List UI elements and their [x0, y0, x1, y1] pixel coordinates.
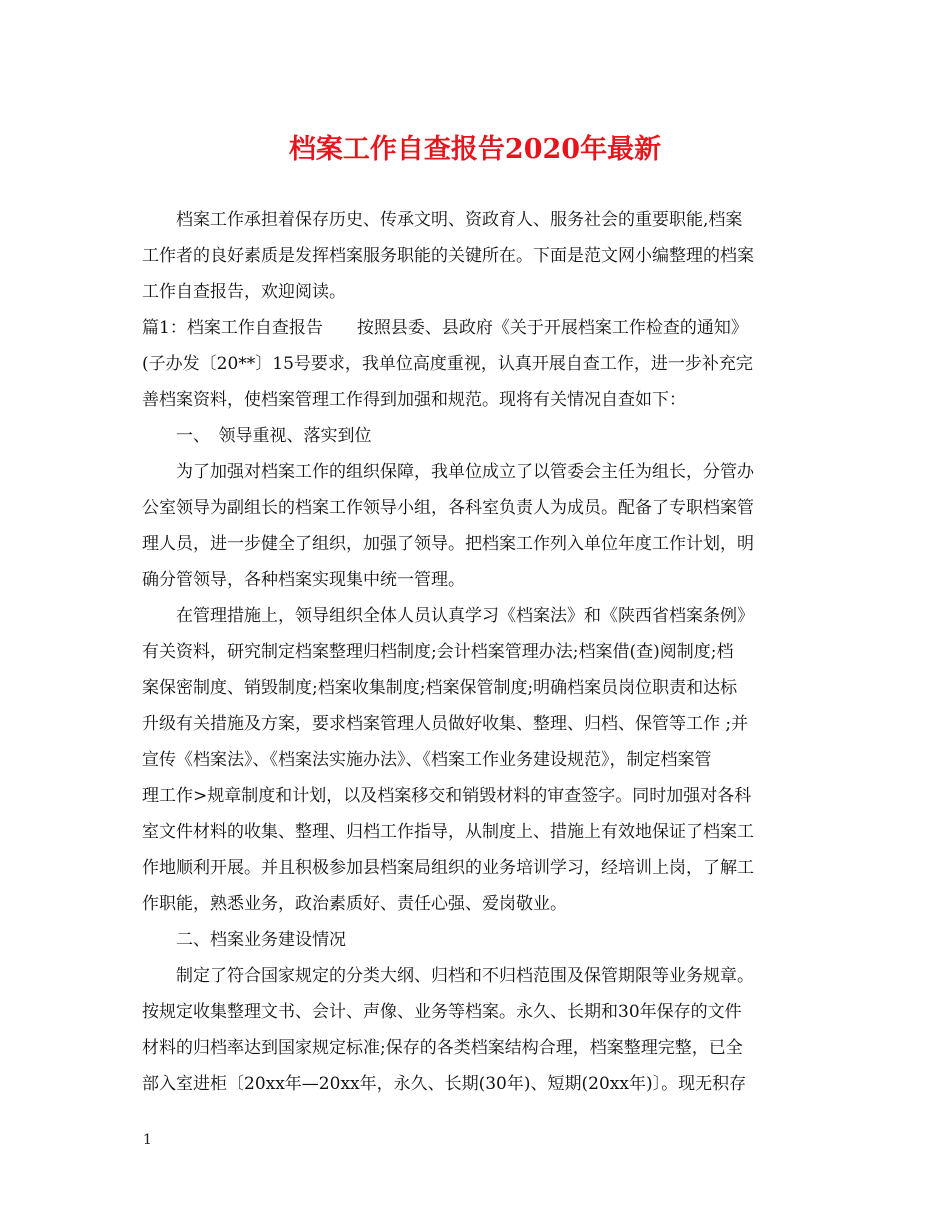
body-line: 升级有关措施及方案，要求档案管理人员做好收集、整理、归档、保管等工作 ;并 [142, 714, 749, 734]
body-line: 在管理措施上，领导组织全体人员认真学习《档案法》和《陕西省档案条例》 [142, 606, 754, 626]
body-line: 篇1：档案工作自查报告 按照县委、县政府《关于开展档案工作检查的通知》 [142, 318, 748, 338]
body-line: 档案工作承担着保存历史、传承文明、资政育人、服务社会的重要职能,档案 [142, 210, 743, 230]
body-line: 宣传《档案法》、《档案法实施办法》、《档案工作业务建设规范》，制定档案管 [142, 750, 712, 770]
body-line: 案保密制度、销毁制度;档案收集制度;档案保管制度;明确档案员岗位职责和达标 [142, 678, 738, 698]
body-line: 工作者的良好素质是发挥档案服务职能的关键所在。下面是范文网小编整理的档案 [142, 246, 754, 266]
body-line: 制定了符合国家规定的分类大纲、归档和不归档范围及保管期限等业务规章。 [142, 966, 754, 986]
body-line: 公室领导为副组长的档案工作领导小组，各科室负责人为成员。配备了专职档案管 [142, 498, 754, 518]
body-line: 室文件材料的收集、整理、归档工作指导，从制度上、措施上有效地保证了档案工 [142, 822, 754, 842]
document-title: 档案工作自查报告2020年最新 [288, 134, 662, 165]
page-number: 1 [143, 1132, 152, 1148]
body-line: 确分管领导，各种档案实现集中统一管理。 [142, 570, 465, 590]
section-heading: 二、档案业务建设情况 [142, 930, 346, 950]
body-line: 作地顺利开展。并且积极参加县档案局组织的业务培训学习，经培训上岗，了解工 [142, 858, 754, 878]
body-line: (子办发〔20**〕15号要求，我单位高度重视，认真开展自查工作，进一步补充完 [142, 354, 753, 374]
body-line: 善档案资料，使档案管理工作得到加强和规范。现将有关情况自查如下： [142, 390, 686, 410]
body-line: 工作自查报告，欢迎阅读。 [142, 282, 346, 302]
body-line: 理人员，进一步健全了组织，加强了领导。把档案工作列入单位年度工作计划，明 [142, 534, 754, 554]
body-line: 材料的归档率达到国家规定标准;保存的各类档案结构合理，档案整理完整，已全 [142, 1038, 743, 1058]
body-line: 作职能，熟悉业务，政治素质好、责任心强、爱岗敬业。 [142, 894, 567, 914]
body-line: 理工作>规章制度和计划，以及档案移交和销毁材料的审查签字。同时加强对各科 [142, 786, 752, 806]
body-line: 按规定收集整理文书、会计、声像、业务等档案。永久、长期和30年保存的文件 [142, 1002, 742, 1022]
body-line: 部入室进柜〔20xx年—20xx年，永久、长期(30年)、短期(20xx年)〕。现无积存 [142, 1074, 747, 1094]
body-line: 有关资料，研究制定档案整理归档制度;会计档案管理办法;档案借(查)阅制度;档 [142, 642, 734, 662]
body-line: 为了加强对档案工作的组织保障，我单位成立了以管委会主任为组长，分管办 [142, 462, 754, 482]
section-heading: 一、 领导重视、落实到位 [142, 426, 372, 446]
